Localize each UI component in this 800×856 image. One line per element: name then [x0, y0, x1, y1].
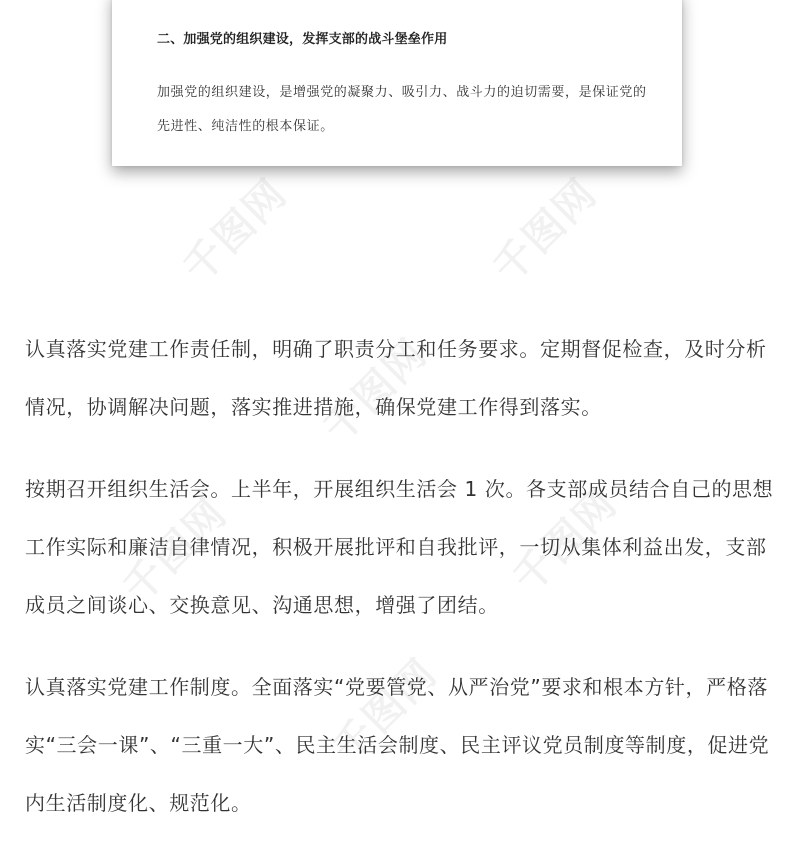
- paragraph: 认真落实党建工作制度。全面落实“党要管党、从严治党”要求和根本方针，严格落实“三会一课”、“三重一大”、民主生活会制度、民主评议党员制度等制度，促进党内生活制度化、规范化。: [25, 675, 770, 815]
- watermark: 千图网: [174, 170, 297, 292]
- watermark: 千图网: [114, 490, 237, 612]
- watermark: 千图网: [314, 330, 437, 452]
- embedded-document-card: [112, 0, 682, 166]
- watermark: 千图网: [484, 170, 607, 292]
- card-heading: 二、加强党的组织建设，发挥支部的战斗堡垒作用: [157, 32, 448, 47]
- document-body: [25, 320, 780, 856]
- paragraph: 按期召开组织生活会。上半年，开展组织生活会 1 次。各支部成员结合自己的思想工作实际和廉洁自律情况，积极开展批评和自我批评，一切从集体利益出发，支部成员之间谈心、交换意见、沟通思想，增强了团结。: [25, 477, 774, 617]
- watermark: 千图网: [504, 480, 627, 602]
- watermark: 千图网: [324, 650, 447, 772]
- card-body-text: 加强党的组织建设，是增强党的凝聚力、吸引力、战斗力的迫切需要，是保证党的先进性、纯洁性的根本保证。: [157, 85, 647, 134]
- paragraph: 认真落实党建工作责任制，明确了职责分工和任务要求。定期督促检查，及时分析情况，协调解决问题，落实推进措施，确保党建工作得到落实。: [25, 337, 767, 419]
